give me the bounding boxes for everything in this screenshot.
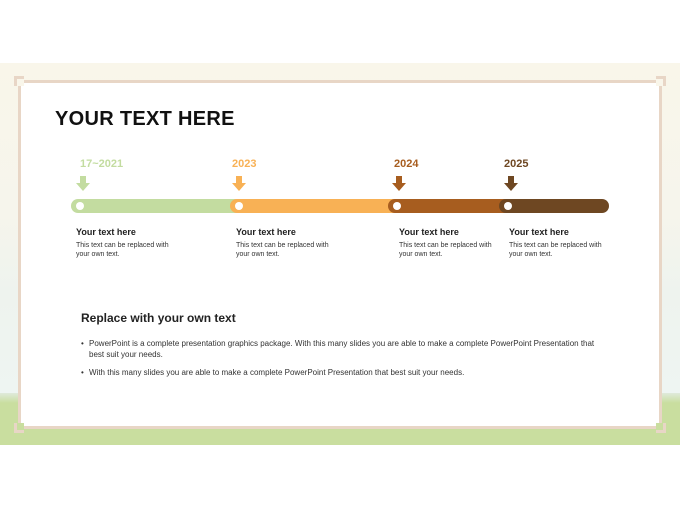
timeline-item-text-3: This text can be replaced with your own text. [399, 242, 492, 258]
section-heading: Replace with your own text [81, 311, 236, 325]
timeline-year-1: 17~2021 [80, 158, 124, 170]
timeline-marker-3 [393, 202, 401, 210]
frame-corner-top-left [14, 76, 24, 86]
timeline-year-2: 2023 [232, 158, 257, 170]
timeline-item-title-4: Your text here [509, 227, 569, 237]
frame-corner-bottom-right [656, 423, 666, 433]
timeline-item-text-1: This text can be replaced with your own text. [76, 242, 169, 258]
timeline-year-4: 2025 [504, 158, 529, 170]
timeline-item-title-3: Your text here [399, 227, 459, 237]
timeline-bar-4 [499, 199, 609, 213]
timeline-item-title-1: Your text here [76, 227, 136, 237]
timeline-marker-4 [504, 202, 512, 210]
frame-corner-top-right [656, 76, 666, 86]
frame-corner-bottom-left [14, 423, 24, 433]
timeline-item-title-2: Your text here [236, 227, 296, 237]
timeline-bar-3 [388, 199, 512, 213]
timeline-marker-1 [76, 202, 84, 210]
timeline-year-3: 2024 [394, 158, 419, 170]
timeline-bar-1 [71, 199, 246, 213]
timeline-item-text-2: This text can be replaced with your own text. [236, 242, 329, 258]
timeline-bar-2 [230, 199, 402, 213]
down-arrow-icon [504, 176, 518, 191]
bullet-item: • PowerPoint is a complete presentation graphics package. With this many slides you are able to make a complete PowerPoint Presentation that best suit your needs. [81, 339, 611, 360]
timeline-marker-2 [235, 202, 243, 210]
timeline-item-text-4: This text can be replaced with your own text. [509, 242, 602, 258]
down-arrow-icon [232, 176, 246, 191]
bullet-list [81, 339, 611, 387]
slide-title: YOUR TEXT HERE [55, 108, 235, 130]
down-arrow-icon [392, 176, 406, 191]
down-arrow-icon [76, 176, 90, 191]
bullet-item: • With this many slides you are able to make a complete PowerPoint Presentation that best suit your needs. [81, 368, 611, 379]
